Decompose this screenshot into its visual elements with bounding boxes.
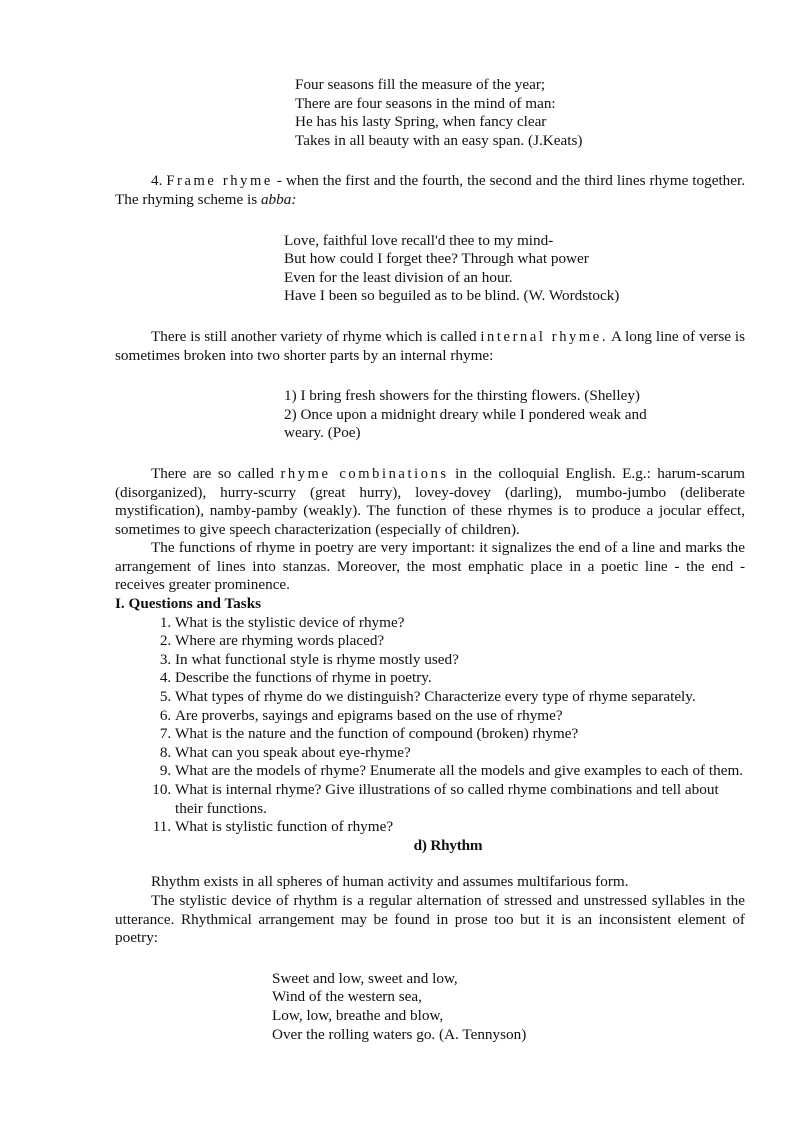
verse-line: Even for the least division of an hour. [284,268,513,286]
combinations-term: rhyme combinations [280,465,449,482]
question-item: 8. What can you speak about eye-rhyme? [175,744,745,763]
verse-line: Sweet and low, sweet and low, [272,969,458,987]
verse-line: He has his lasty Spring, when fancy clear [295,113,547,131]
internal-rhyme-examples [284,387,684,443]
question-item: 5. What types of rhyme do we distinguish? Characterize every type of rhyme separately. [175,688,745,707]
questions-list [115,614,745,837]
verse-line: Love, faithful love recall'd thee to my mind- [284,231,554,249]
frame-rhyme-term: Frame rhyme [166,173,273,190]
rhythm-paragraph-2: The stylistic device of rhythm is a regular alternation of stressed and unstressed syllables in the utterance. Rhythmical arrangement may be found in prose too but it is an inconsistent element of poetry: [115,891,745,947]
combinations-before: There are so called [151,464,281,482]
question-item: 1. What is the stylistic device of rhyme? [175,614,745,633]
verse-line: There are four seasons in the mind of man: [295,94,556,112]
example-line: 2) Once upon a midnight dreary while I pondered weak and weary. (Poe) [284,405,647,442]
internal-rhyme-term: internal rhyme. [480,328,609,345]
question-item: 3. In what functional style is rhyme mostly used? [175,651,745,670]
verse-line: But how could I forget thee? Through what power [284,250,589,268]
rhyme-combinations-paragraph [115,465,745,539]
internal-rhyme-before: There is still another variety of rhyme which is called [151,327,481,345]
question-item: 2. Where are rhyming words placed? [175,632,745,651]
combinations-after: in the colloquial English. E.g.: harum-scarum (disorganized), hurry-scurry (great hurry), lovey-dovey (darling), mumbo-jumbo (deliberate mystification), namby-pamby (weakly). The function of these rhymes is to produce a jocular effect, sometimes to give speech characterization (especially of children). [115,464,745,538]
question-item: 6. Are proverbs, sayings and epigrams based on the use of rhyme? [175,707,745,726]
example-line: 1) I bring fresh showers for the thirsting flowers. (Shelley) [284,387,640,405]
rhyme-scheme: abba: [260,190,297,208]
document-page [115,76,745,1044]
verse-line: Takes in all beauty with an easy span. (J.Keats) [295,131,583,149]
verse-line: Have I been so beguiled as to be blind. (W. Wordstock) [284,287,620,305]
verse-tennyson [272,970,745,1044]
questions-heading: I. Questions and Tasks [115,595,262,613]
verse-line: Low, low, breathe and blow, [272,1006,444,1024]
question-item: 4. Describe the functions of rhyme in poetry. [175,669,745,688]
question-item: 9. What are the models of rhyme? Enumerate all the models and give examples to each of them. [175,762,745,781]
question-item: 7. What is the nature and the function of compound (broken) rhyme? [175,725,745,744]
question-item: 11. What is stylistic function of rhyme? [175,818,745,837]
frame-rhyme-text: - when the first and the fourth, the second and the third lines rhyme together. The rhyming scheme is [115,172,746,208]
verse-line: Four seasons fill the measure of the year; [295,76,546,93]
functions-paragraph: The functions of rhyme in poetry are very important: it signalizes the end of a line and marks the arrangement of lines into stanzas. Moreover, the most emphatic place in a poetic line - the end - receives greater prominence. [115,539,745,594]
rhythm-paragraph-1: Rhythm exists in all spheres of human activity and assumes multifarious form. [151,873,629,891]
verse-wordstock [284,232,745,306]
internal-rhyme-after: A long line of verse is sometimes broken into two shorter parts by an internal rhyme: [115,327,745,364]
frame-rhyme-paragraph [115,172,745,209]
question-item: 10. What is internal rhyme? Give illustrations of so called rhyme combinations and tell about their functions. [175,781,745,818]
verse-line: Wind of the western sea, [272,988,422,1006]
verse-keats [295,76,745,150]
rhythm-heading: d) Rhythm [413,836,483,854]
verse-line: Over the rolling waters go. (A. Tennyson) [272,1025,527,1043]
internal-rhyme-paragraph [115,328,745,365]
list-number: 4. [151,172,167,190]
